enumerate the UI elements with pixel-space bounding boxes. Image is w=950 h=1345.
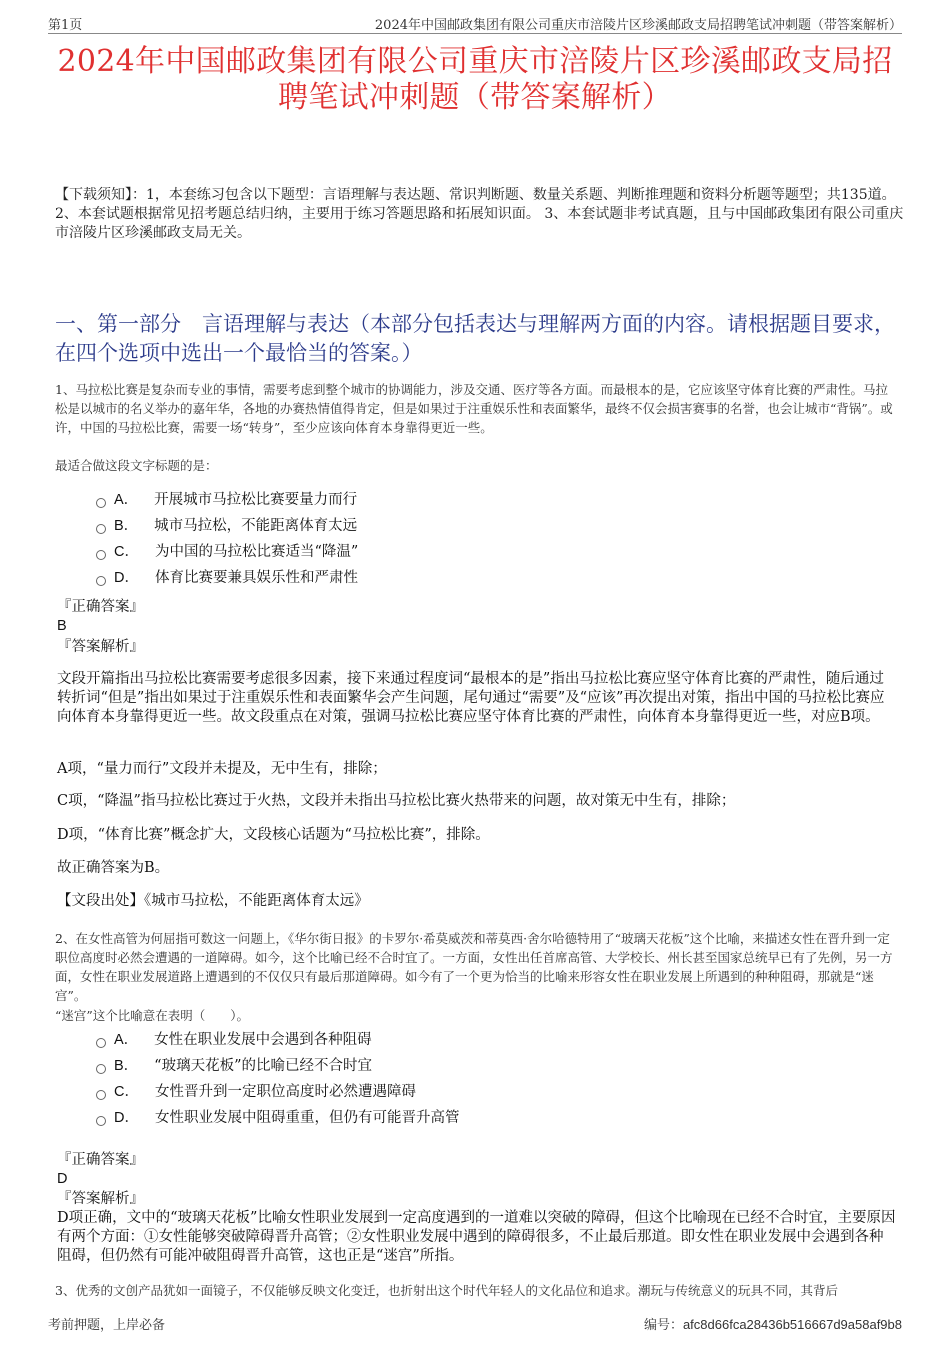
title-line-2: 聘笔试冲刺题（带答案解析）: [278, 80, 672, 115]
radio-icon[interactable]: [96, 498, 106, 508]
question-1-conclusion: 故正确答案为B。: [57, 860, 170, 876]
running-title: 2024年中国邮政集团有限公司重庆市涪陵片区珍溪邮政支局招聘笔试冲刺题（带答案解析）: [374, 18, 902, 33]
question-1-analysis-label: 『答案解析』: [57, 639, 144, 655]
footer-code: [644, 1314, 902, 1333]
radio-icon[interactable]: [96, 1064, 106, 1074]
question-1-option-a[interactable]: A． 开展城市马拉松比赛要量力而行: [96, 490, 357, 510]
question-1-answer: B: [57, 618, 67, 634]
radio-icon[interactable]: [96, 1090, 106, 1100]
question-2-option-c[interactable]: C． 女性晋升到一定职位高度时必然遭遇障碍: [96, 1082, 416, 1102]
question-2-option-a[interactable]: A． 女性在职业发展中会遇到各种阻碍: [96, 1030, 372, 1050]
question-2-option-b[interactable]: B． “玻璃天花板”的比喻已经不合时宜: [96, 1056, 372, 1076]
question-1-note-c: C项，“降温”指马拉松比赛过于火热，文段并未指出马拉松比赛火热带来的问题，故对策无中生有，排除；: [57, 793, 736, 809]
question-1-source: 【文段出处】《城市马拉松，不能距离体育太远》: [57, 893, 369, 909]
radio-icon[interactable]: [96, 524, 106, 534]
question-2-analysis: D项正确，文中的“玻璃天花板”比喻女性职业发展到一定高度遇到的一道难以突破的障碍，但这个比喻现在已经不合时宜，主要原因有两个方面：①女性能够突破障碍晋升高管；②女性职业发展中遇到的障碍很多，不止最后那道。即女性在职业发展中会遇到各种阻碍，但仍然有可能冲破阻碍晋升高管，这也正是“迷宫”所指。: [57, 1210, 896, 1264]
radio-icon[interactable]: [96, 550, 106, 560]
question-3-stem: 3、优秀的文创产品犹如一面镜子，不仅能够反映文化变迁，也折射出这个时代年轻人的文化品位和追求。潮玩与传统意义的玩具不同，其背后: [55, 1283, 838, 1298]
footer-code-label: 编号：: [643, 1318, 683, 1333]
question-1-prompt: 最适合做这段文字标题的是：: [55, 458, 218, 473]
radio-icon[interactable]: [96, 1116, 106, 1126]
radio-icon[interactable]: [96, 576, 106, 586]
footer-slogan: 考前押题，上岸必备: [48, 1318, 166, 1333]
question-2-option-d[interactable]: D． 女性职业发展中阻碍重重，但仍有可能晋升高管: [96, 1108, 459, 1128]
page-number: 第1页: [48, 18, 83, 33]
question-1-option-b[interactable]: B． 城市马拉松，不能距离体育太远: [96, 516, 357, 536]
question-1-analysis: 文段开篇指出马拉松比赛需要考虑很多因素，接下来通过程度词“最根本的是”指出马拉松比赛应坚守体育比赛的严肃性，随后通过转折词“但是”指出如果过于注重娱乐性和表面繁华会产生问题，尾句通过“需要”及“应该”再次提出对策，指出中国的马拉松比赛应向体育本身靠得更近一些。故文段重点在对策，强调马拉松比赛应坚守体育比赛的严肃性，向体育本身靠得更近一些，对应B项。: [57, 671, 885, 725]
question-2-analysis-label: 『答案解析』: [57, 1191, 144, 1207]
question-1-answer-label: 『正确答案』: [57, 599, 144, 615]
question-2-answer-label: 『正确答案』: [57, 1152, 144, 1168]
question-2-stem: 2、在女性高管为何屈指可数这一问题上，《华尔街日报》的卡罗尔·希莫威茨和蒂莫西·舍尔哈德特用了“玻璃天花板”这个比喻，来描述女性在晋升到一定职位高度时必然会遭遇的一道障碍。如今，这个比喻已经不合时宜了。一方面，女性出任首席高管、大学校长、州长甚至国家总统早已有了先例，另一方面，女性在职业发展道路上遭遇到的不仅仅只有最后那道障碍。如今有了一个更为恰当的比喻来形容女性在职业发展上所遇到的种种阻碍，那就是“迷宫”。: [55, 931, 893, 1003]
download-notice: 【下载须知】：1，本套练习包含以下题型：言语理解与表达题、常识判断题、数量关系题、判断推理题和资料分析题等题型；共135道。 2、本套试题根据常见招考题总结归纳，主要用于练习答题思路和拓展知识面。 3、本套试题非考试真题，且与中国邮政集团有限公司重庆市涪陵片区珍溪邮政支局无关。: [55, 187, 904, 241]
question-1-note-a: A项，“量力而行”文段并未提及，无中生有，排除；: [57, 761, 387, 777]
question-1-stem: 1、马拉松比赛是复杂而专业的事情，需要考虑到整个城市的协调能力，涉及交通、医疗等各方面。而最根本的是，它应该坚守体育比赛的严肃性。马拉松是以城市的名义举办的嘉年华，各地的办赛热情值得肯定，但是如果过于注重娱乐性和表面繁华，最终不仅会损害赛事的名誉，也会让城市“背锅”。或许，中国的马拉松比赛，需要一场“转身”，至少应该向体育本身靠得更近一些。: [55, 382, 893, 435]
question-1-note-d: D项，“体育比赛”概念扩大，文段核心话题为“马拉松比赛”，排除。: [57, 827, 490, 843]
radio-icon[interactable]: [96, 1038, 106, 1048]
question-1-option-d[interactable]: D． 体育比赛要兼具娱乐性和严肃性: [96, 568, 358, 588]
question-2-answer: D: [57, 1171, 68, 1187]
title-line-1: 2024年中国邮政集团有限公司重庆市涪陵片区珍溪邮政支局招: [57, 44, 893, 79]
footer-code-value: afc8d66fca28436b516667d9a58af9b8: [682, 1317, 902, 1332]
document-title: [50, 44, 900, 116]
question-1-option-c[interactable]: C． 为中国的马拉松比赛适当“降温”: [96, 542, 358, 562]
header-divider: [48, 33, 902, 34]
question-2-prompt: “迷宫”这个比喻意在表明（ ）。: [55, 1008, 250, 1023]
section-heading: 一、第一部分 言语理解与表达（本部分包括表达与理解两方面的内容。请根据题目要求，在四个选项中选出一个最恰当的答案。）: [55, 312, 895, 365]
